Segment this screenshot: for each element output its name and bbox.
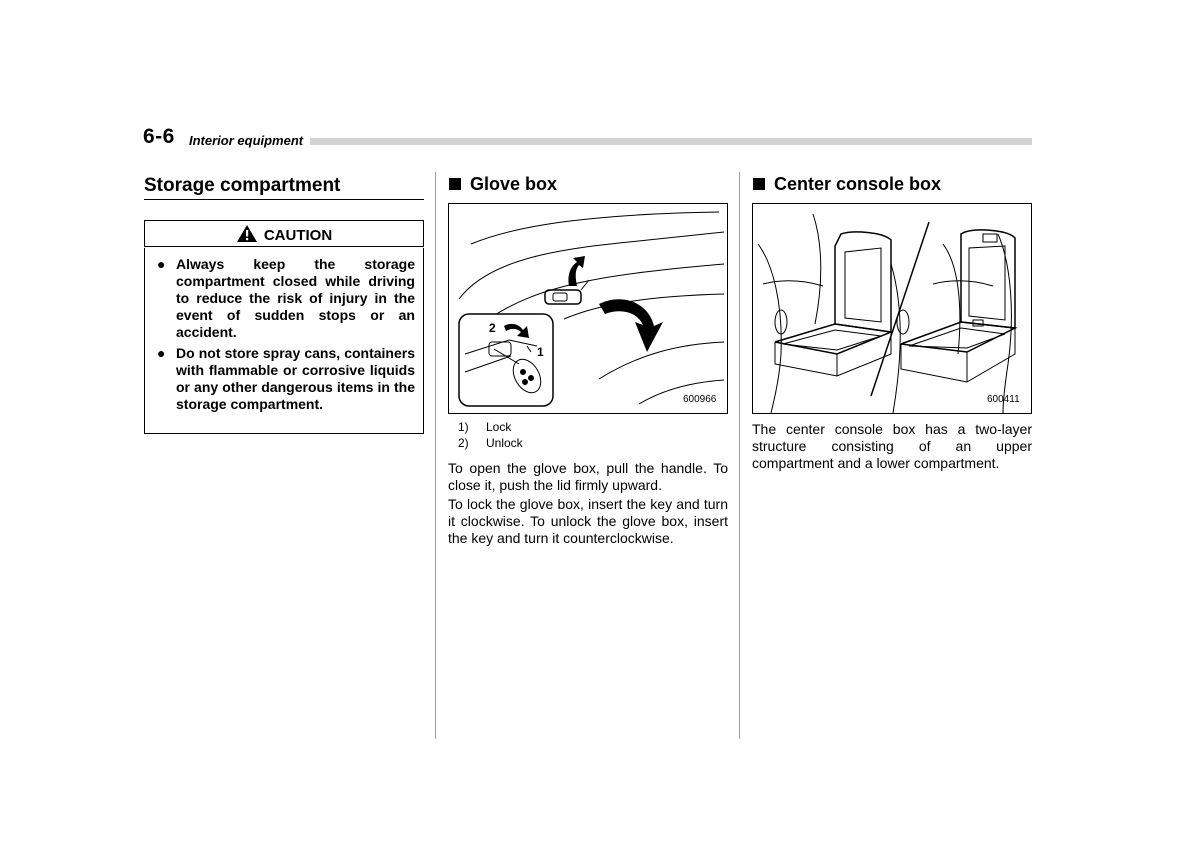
glove-box-heading: Glove box [449,174,557,195]
caution-label: CAUTION [263,227,333,244]
column-divider-left [435,172,436,739]
bullet-icon: ● [157,256,166,272]
header-rule [310,138,1032,145]
square-bullet-icon [449,178,461,190]
center-console-illustration [753,204,1031,413]
legend-item: 1) Lock [458,420,512,434]
bullet-icon: ● [157,345,166,361]
storage-heading-rule [144,199,424,200]
caution-item: ● Always keep the storage compartment closed while driving to reduce the risk of injury in the event of sudden stops or an accident. [157,256,415,340]
section-title: Interior equipment [189,133,304,148]
center-console-figure [752,203,1032,414]
glove-box-paragraph: To open the glove box, pull the handle. To close it, push the lid firmly upward. [448,460,728,493]
glove-box-figure [448,203,728,414]
storage-compartment-heading: Storage compartment [144,175,341,196]
glove-box-legend [458,419,523,451]
caution-item: ● Do not store spray cans, containers with flammable or corrosive liquids or any other dangerous items in the storage compartment. [157,345,415,412]
square-bullet-icon [753,178,765,190]
center-console-heading: Center console box [753,174,941,195]
column-divider-right [739,172,740,739]
figure-code: 600966 [683,394,717,405]
callout-2: 2 [489,321,496,335]
glove-box-illustration [449,204,727,413]
figure-code: 600411 [987,394,1020,405]
caution-header [144,220,424,247]
warning-triangle-icon [236,224,258,243]
callout-1: 1 [537,345,544,359]
caution-body [144,248,424,434]
legend-item: 2) Unlock [458,436,523,450]
glove-box-paragraph: To lock the glove box, insert the key and turn it clockwise. To unlock the glove box, insert the key and turn it counterclockwise. [448,496,728,546]
center-console-paragraph: The center console box has a two-layer structure consisting of an upper compartment and a lower compartment. [752,421,1032,471]
caution-list [153,256,415,417]
page-number: 6-6 [143,125,175,148]
